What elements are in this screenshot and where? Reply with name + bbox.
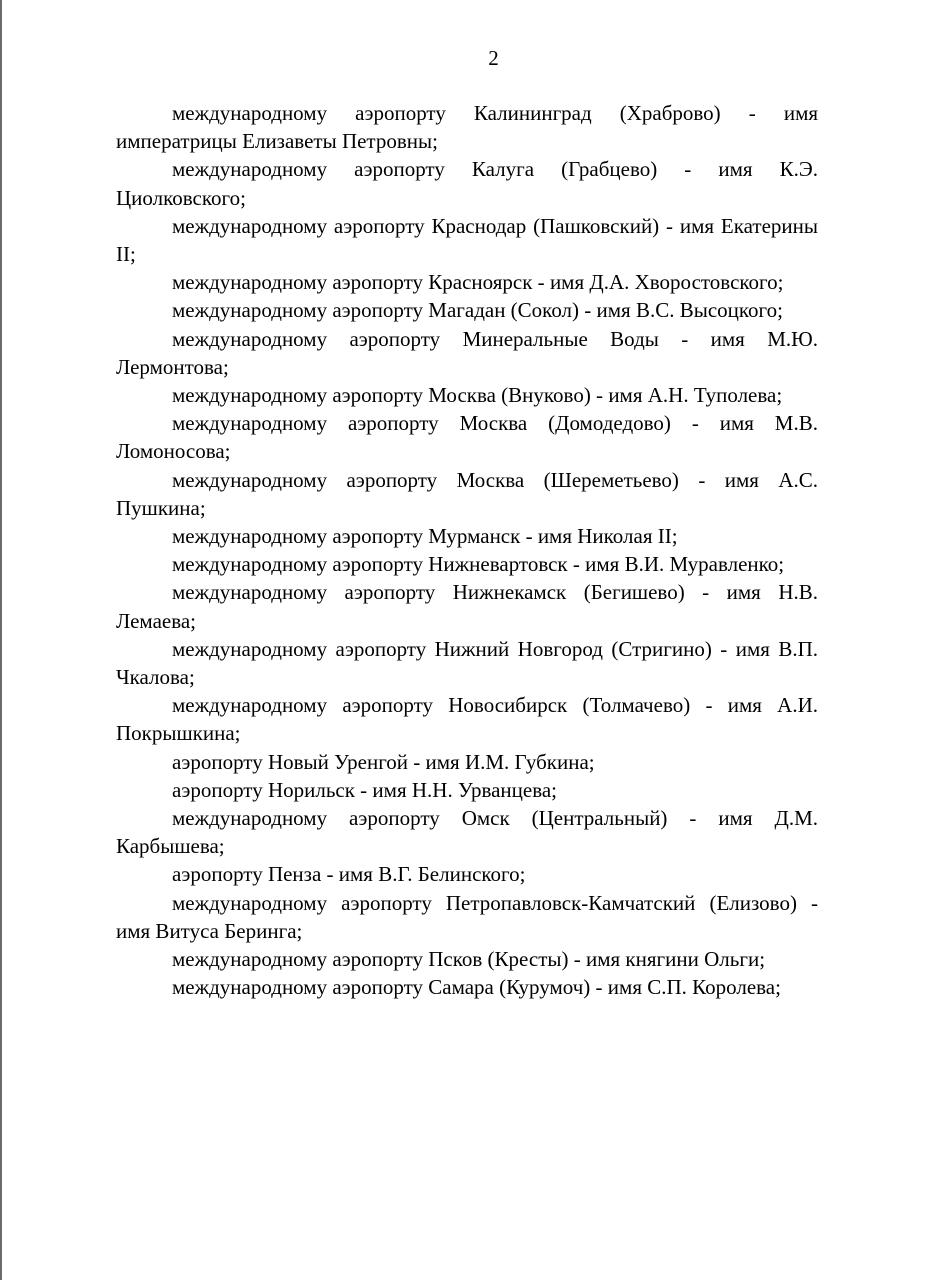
list-item (116, 973, 818, 1001)
entry-line-1: аэропорту Новый Уренгой - имя И.М. Губкина; (172, 749, 595, 774)
entry-line-2: (Елизово) - имя Витуса Беринга; (116, 890, 818, 943)
list-item (116, 889, 818, 945)
entry-line-2: имя Д.М. Карбышева; (116, 806, 819, 859)
list-item (116, 578, 818, 634)
entry-line-1: международному аэропорту Магадан (Сокол) - (172, 298, 592, 323)
entry-line-1: международному аэропорту Москва (Внуково) - (172, 383, 604, 408)
list-item (116, 691, 818, 747)
entry-line-1: международному аэропорту Москва (Шереметьево) - (172, 467, 706, 492)
entry-line-1: международному аэропорту Калуга (Грабцево) - (172, 157, 692, 182)
list-item (116, 296, 818, 324)
list-item (116, 325, 818, 381)
list-item (116, 635, 818, 691)
entry-line-1: международному аэропорту Красноярск - (172, 270, 545, 295)
list-item (116, 268, 818, 296)
list-item (116, 466, 818, 522)
entry-line-2: имя императрицы Елизаветы Петровны; (116, 101, 819, 154)
entry-line-2: имя С.П. Королева; (607, 975, 781, 1000)
entry-line-2: имя М.Ю. Лермонтова; (116, 326, 818, 379)
entry-line-1: международному аэропорту Самара (Курумоч) - (172, 975, 603, 1000)
list-item (116, 409, 818, 465)
entry-line-1: международному аэропорту Омск (Центральный) - (172, 806, 697, 831)
document-body (116, 99, 818, 1002)
entry-line-1: международному аэропорту Краснодар (Пашковский) - (172, 213, 674, 238)
entry-line-1: международному аэропорту Москва (Домодедово) - (172, 411, 699, 436)
entry-line-2: имя В.И. Муравленко; (585, 552, 785, 577)
entry-line-2: имя В.П. Чкалова; (116, 636, 819, 690)
entry-line-2: имя А.С. Пушкина; (116, 467, 819, 520)
list-item (116, 155, 818, 211)
list-item (116, 804, 818, 860)
entry-line-1: международному аэропорту Калининград (Храброво) - (172, 101, 756, 125)
entry-line-1: международному аэропорту Новосибирск (Толмачево) - (172, 693, 713, 718)
entry-line-2: имя Н.В. Лемаева; (116, 580, 818, 633)
list-item (116, 945, 818, 973)
entry-line-2: имя В.С. Высоцкого; (596, 298, 783, 323)
entry-line-1: международному аэропорту Нижний Новгород (Стригино) - (172, 636, 728, 661)
list-item (116, 99, 818, 155)
entry-line-1: международному аэропорту Мурманск - имя Николая II; (172, 524, 678, 549)
entry-line-1: аэропорту Пенза - имя В.Г. Белинского; (172, 862, 526, 887)
entry-line-1: международному аэропорту Псков (Кресты) - (172, 947, 581, 972)
entry-line-1: международному аэропорту Нижневартовск - (172, 552, 580, 577)
entry-line-2: имя А.Н. Туполева; (608, 383, 783, 408)
page-number: 2 (488, 46, 499, 70)
entry-line-2: имя княгини Ольги; (586, 947, 766, 972)
entry-line-2: имя Д.А. Хворостовского; (549, 270, 784, 295)
entry-line-1: международному аэропорту Нижнекамск (Бегишево) - (172, 580, 710, 605)
entry-line-1: международному аэропорту Минеральные Воды - (172, 326, 689, 351)
page-left-border (0, 0, 2, 1280)
entry-line-2: имя Екатерины II; (116, 213, 819, 267)
entry-line-2: имя А.И. Покрышкина; (116, 693, 818, 746)
entry-line-1: аэропорту Норильск - имя Н.Н. Урванцева; (172, 777, 558, 802)
list-item (116, 381, 818, 409)
list-item (116, 550, 818, 578)
list-item (116, 860, 818, 888)
list-item (116, 776, 818, 804)
entry-line-2: имя М.В. Ломоносова; (116, 411, 818, 464)
entry-line-2: имя К.Э. Циолковского; (116, 157, 818, 210)
list-item (116, 748, 818, 776)
list-item (116, 212, 818, 268)
entry-line-1: международному аэропорту Петропавловск-Камчатский (172, 890, 696, 915)
list-item (116, 522, 818, 550)
